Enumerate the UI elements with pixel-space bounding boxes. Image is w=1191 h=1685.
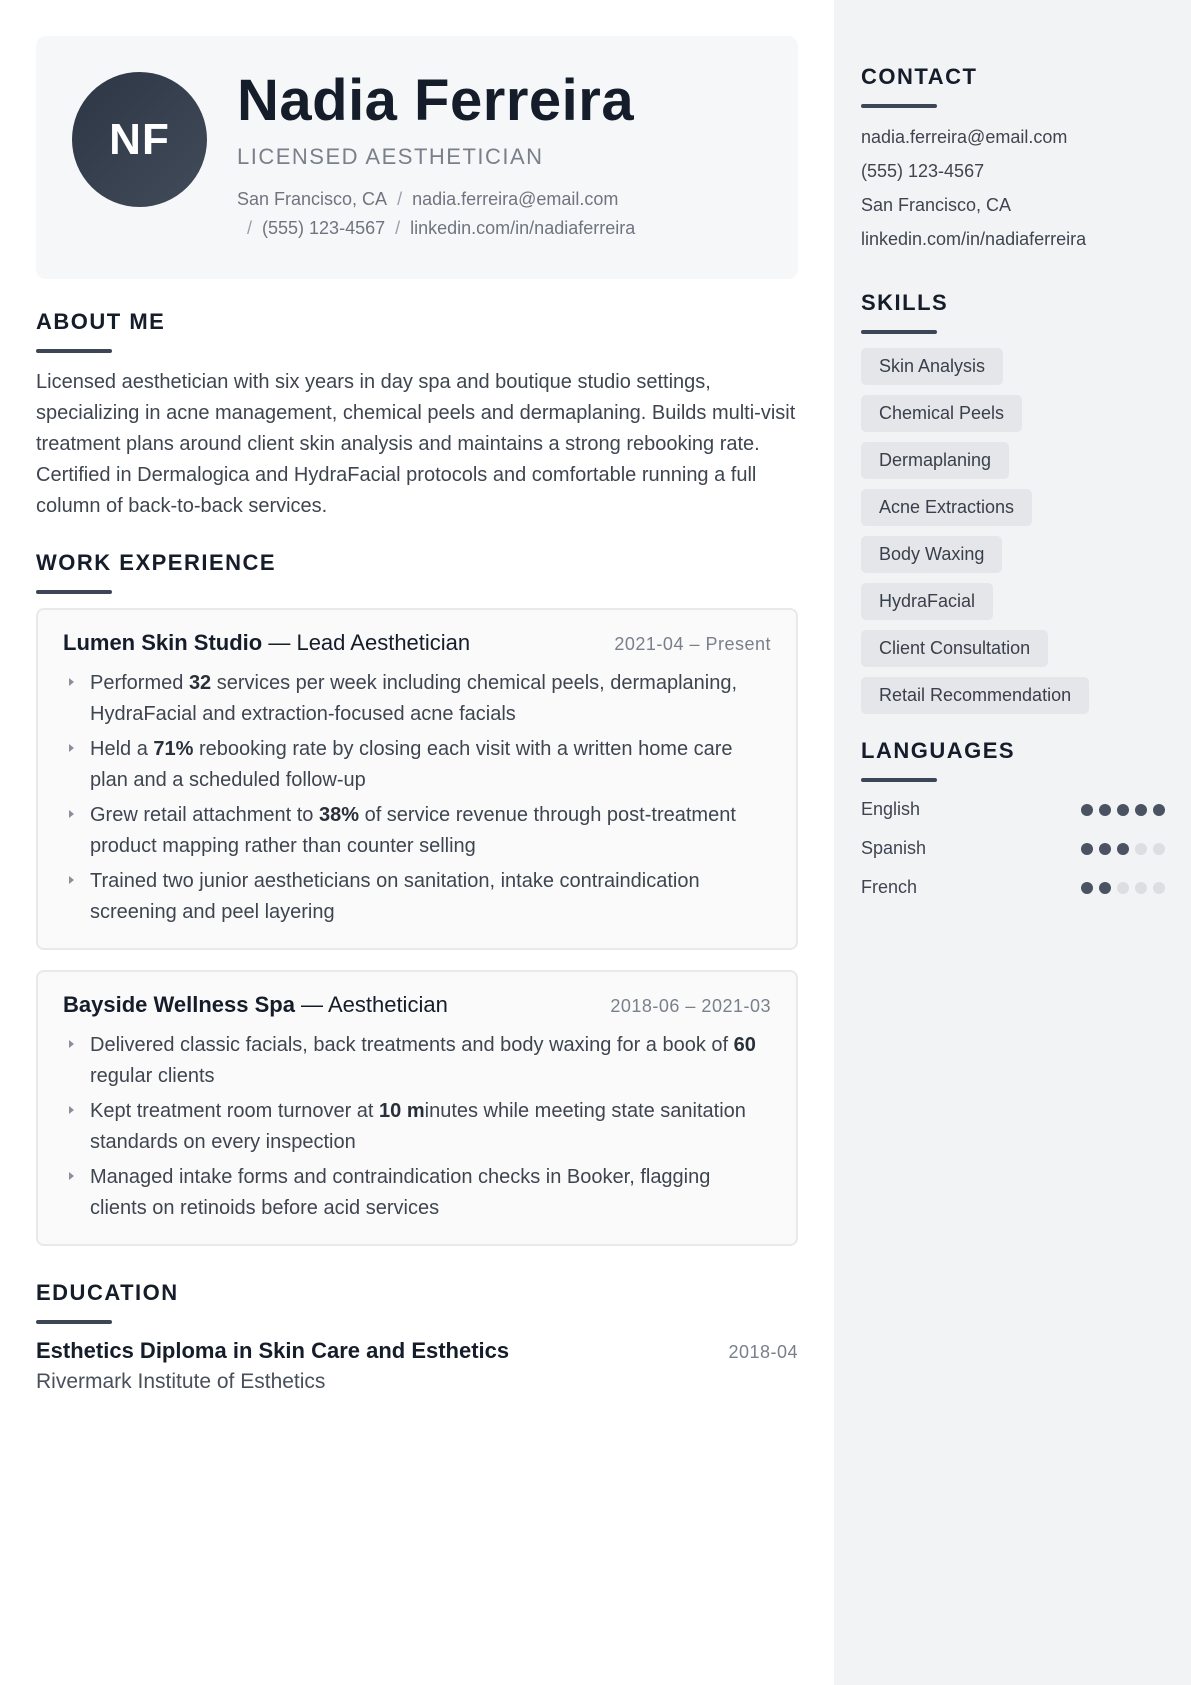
header-location: San Francisco, CA: [237, 189, 388, 209]
languages-heading: LANGUAGES: [861, 738, 1016, 763]
proficiency-dot-filled: [1099, 882, 1111, 894]
education-heading: EDUCATION: [36, 1280, 179, 1305]
proficiency-dot-empty: [1117, 882, 1129, 894]
about-heading: ABOUT ME: [36, 309, 166, 334]
bullet-item: Performed 32 services per week including chemical peels, dermaplaning, HydraFacial and extraction-focused acne facials: [63, 668, 771, 730]
proficiency-dot-empty: [1153, 882, 1165, 894]
degree-name: Esthetics Diploma in Skin Care and Esthetics: [36, 1338, 510, 1363]
main-column: [36, 36, 798, 1394]
company-name: Bayside Wellness Spa: [63, 992, 295, 1017]
bullet-item: Held a 71% rebooking rate by closing each visit with a written home care plan and a scheduled follow-up: [63, 734, 771, 796]
education-section: [36, 1280, 798, 1394]
job-header: [63, 630, 771, 656]
proficiency-dot-filled: [1117, 804, 1129, 816]
contact-heading: CONTACT: [861, 64, 978, 89]
section-rule: [36, 349, 112, 353]
proficiency-dot-filled: [1099, 843, 1111, 855]
proficiency-dot-filled: [1153, 804, 1165, 816]
job-dates: 2018-06 – 2021-03: [610, 996, 771, 1016]
section-rule: [861, 330, 937, 334]
sidebar: [834, 0, 1191, 1685]
job-title: LICENSED AESTHETICIAN: [237, 144, 544, 169]
bullet-item: Trained two junior aestheticians on sanitation, intake contraindication screening and peel layering: [63, 866, 771, 928]
work-heading: WORK EXPERIENCE: [36, 550, 277, 575]
skills-section: [861, 290, 1165, 714]
contact-linkedin[interactable]: linkedin.com/in/nadiaferreira: [861, 229, 1087, 249]
proficiency-dot-empty: [1135, 882, 1147, 894]
language-name: English: [861, 799, 921, 819]
proficiency-dots: [1081, 804, 1165, 816]
job-dates: 2021-04 – Present: [614, 634, 771, 654]
skill-tag: HydraFacial: [861, 583, 993, 620]
education-entry: [36, 1338, 798, 1364]
languages-list: [861, 790, 1165, 907]
contact-location: San Francisco, CA: [861, 195, 1012, 215]
proficiency-dot-filled: [1117, 843, 1129, 855]
role-name: — Lead Aesthetician: [262, 630, 471, 655]
skill-tag: Acne Extractions: [861, 489, 1032, 526]
bullet-item: Kept treatment room turnover at 10 minutes while meeting state sanitation standards on every inspection: [63, 1096, 771, 1158]
about-section: [36, 309, 798, 522]
skills-heading: SKILLS: [861, 290, 949, 315]
separator: /: [395, 218, 401, 238]
header-contact-line-1: [237, 189, 618, 210]
section-rule: [861, 104, 937, 108]
header-linkedin[interactable]: linkedin.com/in/nadiaferreira: [410, 218, 636, 238]
skill-tag: Skin Analysis: [861, 348, 1003, 385]
section-rule: [36, 590, 112, 594]
header-card: [36, 36, 798, 279]
language-name: French: [861, 877, 918, 897]
skills-list: [861, 348, 1165, 714]
proficiency-dot-filled: [1099, 804, 1111, 816]
proficiency-dots: [1081, 843, 1165, 855]
bullet-item: Delivered classic facials, back treatments and body waxing for a book of 60 regular clients: [63, 1030, 771, 1092]
company-name: Lumen Skin Studio: [63, 630, 263, 655]
job-position: [63, 992, 448, 1018]
proficiency-dot-filled: [1135, 804, 1147, 816]
header-contact-line-2: [247, 218, 635, 239]
skill-tag: Retail Recommendation: [861, 677, 1089, 714]
bullet-item: Managed intake forms and contraindication checks in Booker, flagging clients on retinoids before acid services: [63, 1162, 771, 1224]
proficiency-dot-empty: [1135, 843, 1147, 855]
education-date: 2018-04: [728, 1342, 798, 1362]
separator: /: [247, 218, 253, 238]
proficiency-dot-filled: [1081, 843, 1093, 855]
job-bullets: [63, 668, 771, 928]
languages-section: [861, 738, 1165, 907]
job-bullets: [63, 1030, 771, 1224]
skill-tag: Body Waxing: [861, 536, 1002, 573]
proficiency-dot-filled: [1081, 804, 1093, 816]
skill-tag: Chemical Peels: [861, 395, 1022, 432]
proficiency-dot-filled: [1081, 882, 1093, 894]
proficiency-dot-empty: [1153, 843, 1165, 855]
section-rule: [861, 778, 937, 782]
job-card: [36, 970, 798, 1246]
language-row: [861, 829, 1165, 868]
separator: /: [397, 189, 403, 209]
skill-tag: Dermaplaning: [861, 442, 1009, 479]
header-email[interactable]: nadia.ferreira@email.com: [412, 189, 619, 209]
contact-list: [861, 120, 1165, 256]
language-row: [861, 868, 1165, 907]
language-row: [861, 790, 1165, 829]
about-text: Licensed aesthetician with six years in day spa and boutique studio settings, specializing in acne management, chemical peels and dermaplaning. Builds multi-visit treatment plans around client skin analysis and maintains a strong rebooking rate. Certified in Dermalogica and HydraFacial protocols and comfortable running a full column of back-to-back services.: [36, 371, 796, 517]
work-section: [36, 550, 798, 1246]
bullet-item: Grew retail attachment to 38% of service revenue through post-treatment product mapping rather than counter selling: [63, 800, 771, 862]
proficiency-dots: [1081, 882, 1165, 894]
contact-section: [861, 64, 1165, 256]
header-phone[interactable]: (555) 123-4567: [262, 218, 386, 238]
skill-tag: Client Consultation: [861, 630, 1048, 667]
job-card: [36, 608, 798, 950]
school-name: Rivermark Institute of Esthetics: [36, 1370, 326, 1393]
role-name: — Aesthetician: [294, 992, 448, 1017]
contact-email[interactable]: nadia.ferreira@email.com: [861, 127, 1068, 147]
language-name: Spanish: [861, 838, 927, 858]
section-rule: [36, 1320, 112, 1324]
job-position: [63, 630, 470, 656]
job-header: [63, 992, 771, 1018]
contact-phone[interactable]: (555) 123-4567: [861, 161, 985, 181]
avatar: NF: [72, 72, 207, 207]
candidate-name: Nadia Ferreira: [237, 68, 635, 133]
